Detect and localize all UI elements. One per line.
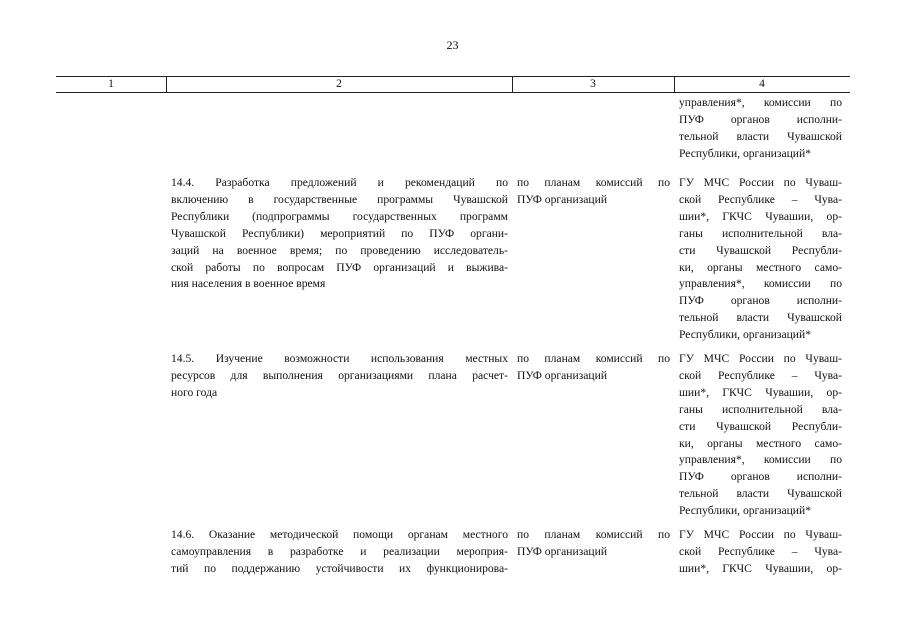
text-line: ской Республике – Чува- bbox=[679, 544, 842, 558]
text-line: Республики, организаций* bbox=[679, 328, 811, 342]
continuation-cell bbox=[679, 95, 842, 163]
text-line: ской Республике – Чува- bbox=[679, 368, 842, 382]
row-14-6-activity bbox=[171, 527, 508, 578]
text-line: тельной власти Чувашской bbox=[679, 311, 842, 325]
text-line: Республики (подпрограммы государственных программ bbox=[171, 209, 508, 223]
text-line: шии*, ГКЧС Чувашии, ор- bbox=[679, 209, 842, 223]
column-header-4: 4 bbox=[759, 78, 765, 90]
text-line: по планам комиссий по bbox=[517, 176, 670, 189]
text-line: ГУ МЧС России по Чуваш- bbox=[679, 352, 842, 365]
row-14-4-executors bbox=[679, 175, 842, 344]
text-line: 14.5. Изучение возможности использования местных bbox=[171, 352, 508, 365]
text-line: управления*, комиссии по bbox=[679, 277, 842, 291]
text-line: ской Республике – Чува- bbox=[679, 192, 842, 206]
text-line: шии*, ГКЧС Чувашии, ор- bbox=[679, 385, 842, 399]
text-line: ской работы по вопросам ПУФ организаций и выжива- bbox=[171, 260, 508, 274]
text-line: сти Чувашской Республи- bbox=[679, 419, 842, 433]
text-line: 14.6. Оказание методической помощи органам местного bbox=[171, 528, 508, 541]
text-line: ния населения в военное время bbox=[171, 277, 326, 291]
text-line: ки, органы местного само- bbox=[679, 260, 842, 274]
text-line: ПУФ организаций bbox=[517, 544, 608, 558]
text-line: по планам комиссий по bbox=[517, 528, 670, 541]
row-14-6-deadline bbox=[517, 527, 670, 561]
text-line: ГУ МЧС России по Чуваш- bbox=[679, 176, 842, 189]
text-line: Республики, организаций* bbox=[679, 146, 811, 160]
text-line: 14.4. Разработка предложений и рекомендаций по bbox=[171, 176, 508, 189]
text-line: управления*, комиссии по bbox=[679, 96, 842, 109]
row-14-4-activity bbox=[171, 175, 508, 293]
text-line: ПУФ организаций bbox=[517, 192, 608, 206]
text-line: ГУ МЧС России по Чуваш- bbox=[679, 528, 842, 541]
text-line: включению в государственные программы Чувашской bbox=[171, 192, 508, 206]
text-line: сти Чувашской Республи- bbox=[679, 243, 842, 257]
text-line: Республики, организаций* bbox=[679, 504, 811, 518]
text-line: шии*, ГКЧС Чувашии, ор- bbox=[679, 561, 842, 575]
text-line: ПУФ органов исполни- bbox=[679, 470, 842, 484]
text-line: ПУФ органов исполни- bbox=[679, 294, 842, 308]
text-line: ганы исполнительной вла- bbox=[679, 402, 842, 416]
text-line: тельной власти Чувашской bbox=[679, 129, 842, 143]
row-14-4-deadline bbox=[517, 175, 670, 209]
text-line: ки, органы местного само- bbox=[679, 436, 842, 450]
text-line: по планам комиссий по bbox=[517, 352, 670, 365]
row-14-5-activity bbox=[171, 351, 508, 402]
text-line: Чувашской Республики) мероприятий по ПУФ органи- bbox=[171, 226, 508, 240]
text-line: самоуправления в разработке и реализации мероприя- bbox=[171, 544, 508, 558]
text-line: ПУФ организаций bbox=[517, 368, 608, 382]
column-header-3: 3 bbox=[590, 78, 596, 90]
table-header-bottom-rule bbox=[56, 92, 850, 93]
row-14-5-executors bbox=[679, 351, 842, 520]
text-line: управления*, комиссии по bbox=[679, 453, 842, 467]
text-line: ного года bbox=[171, 385, 218, 399]
text-line: ганы исполнительной вла- bbox=[679, 226, 842, 240]
text-line: тельной власти Чувашской bbox=[679, 487, 842, 501]
row-14-5-deadline bbox=[517, 351, 670, 385]
row-14-6-executors bbox=[679, 527, 842, 578]
column-header-2: 2 bbox=[336, 78, 342, 90]
text-line: заций на военное время; по проведению исследователь- bbox=[171, 243, 508, 257]
column-header-1: 1 bbox=[108, 78, 114, 90]
text-line: ресурсов для выполнения организациями плана расчет- bbox=[171, 368, 508, 382]
text-line: тий по поддержанию устойчивости их функционирова- bbox=[171, 561, 508, 575]
page-number: 23 bbox=[446, 38, 459, 52]
text-line: ПУФ органов исполни- bbox=[679, 112, 842, 126]
